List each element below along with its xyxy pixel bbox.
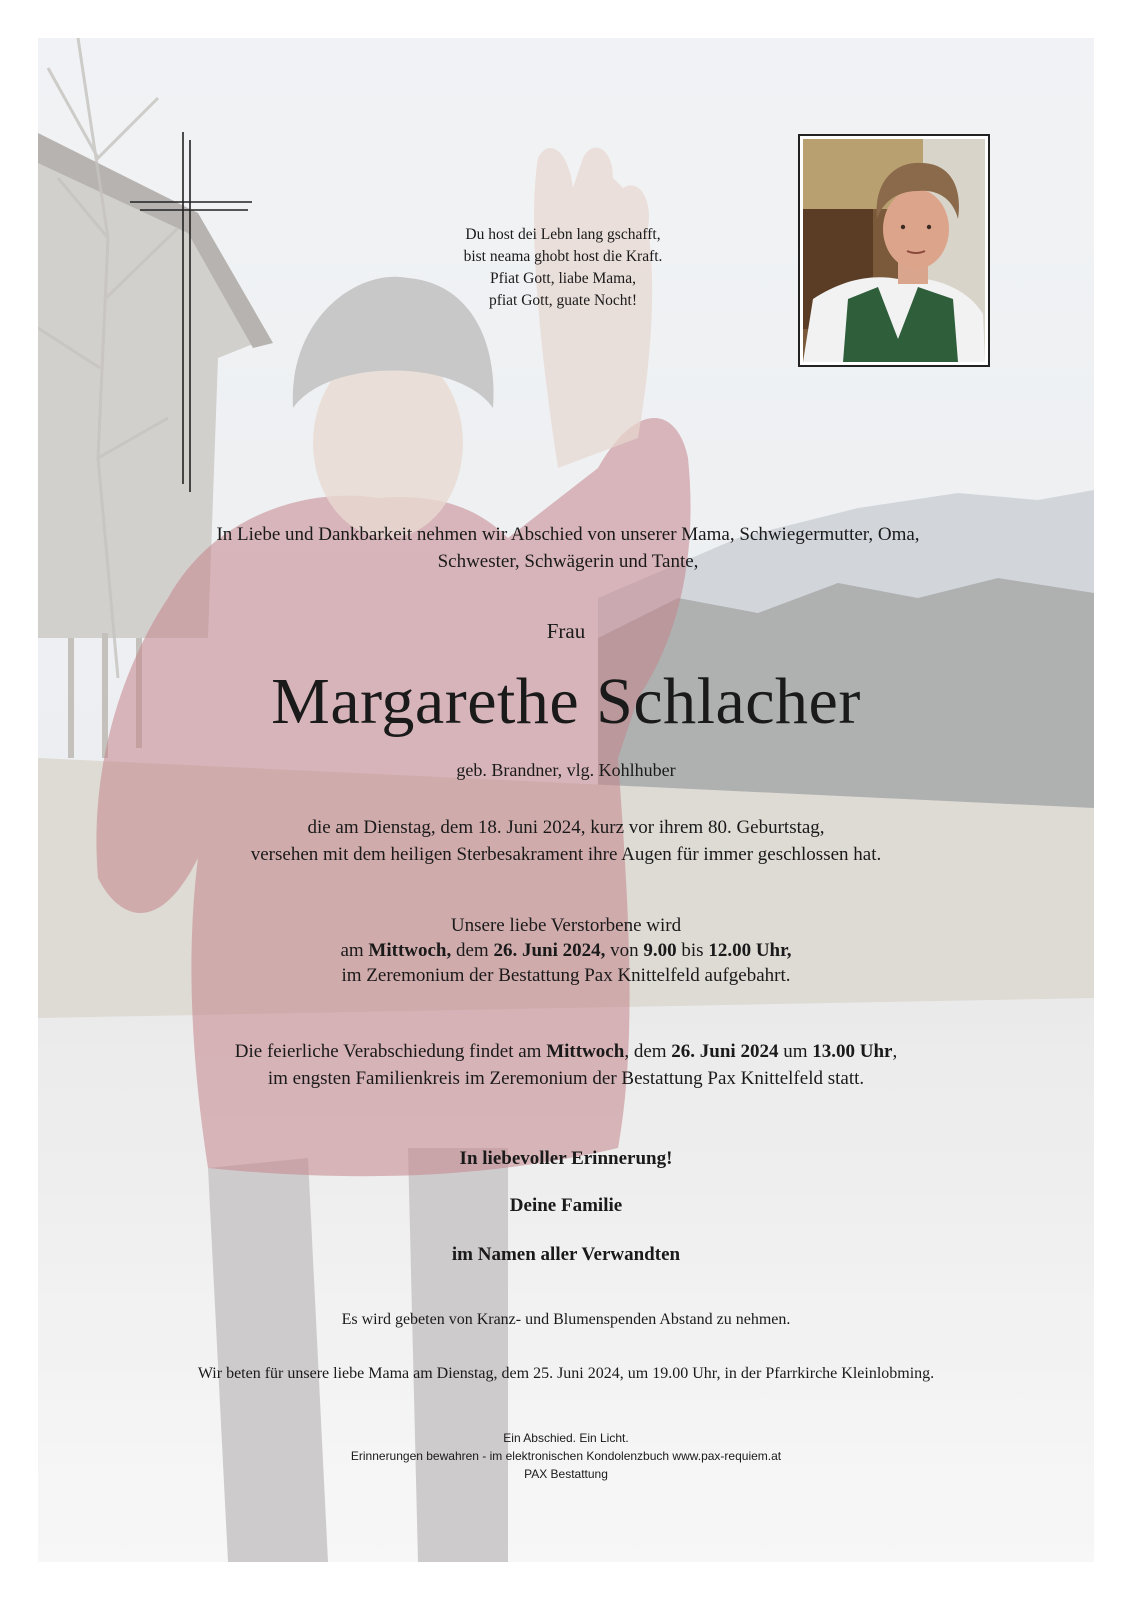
farewell-text: um xyxy=(778,1041,813,1062)
wake-text: am xyxy=(340,940,369,961)
wake-line: Unsere liebe Verstorbene wird xyxy=(450,915,682,936)
cross-icon xyxy=(130,132,254,492)
wake-line xyxy=(38,938,1094,963)
deceased-name: Margarethe Schlacher xyxy=(271,665,861,738)
closing-family: Deine Familie xyxy=(509,1195,623,1216)
farewell-time: 13.00 Uhr xyxy=(812,1041,893,1062)
footer-condolence: Erinnerungen bewahren - im elektronischen Kondolenzbuch www.pax-requiem.at xyxy=(350,1449,782,1463)
intro-text xyxy=(128,521,1008,575)
poem-line: pfiat Gott, guate Nocht! xyxy=(488,292,638,309)
wake-notice xyxy=(38,913,1094,988)
farewell-text: , xyxy=(892,1041,898,1062)
portrait-photo xyxy=(798,134,990,367)
farewell-text: Die feierliche Verabschiedung findet am xyxy=(234,1041,547,1062)
salutation: Frau xyxy=(546,619,586,643)
intro-line: Schwester, Schwägerin und Tante, xyxy=(437,551,699,572)
footer-company: PAX Bestattung xyxy=(524,1467,608,1481)
wake-to: 12.00 Uhr, xyxy=(708,940,792,961)
wake-text: dem xyxy=(451,940,494,961)
flowers-note: Es wird gebeten von Kranz- und Blumenspenden Abstand zu nehmen. xyxy=(341,1311,791,1328)
farewell-line xyxy=(78,1038,1054,1065)
poem-line: bist neama ghobt host die Kraft. xyxy=(463,248,663,265)
wake-from: 9.00 xyxy=(643,940,677,961)
farewell-line: im engsten Familienkreis im Zeremonium der Bestattung Pax Knittelfeld statt. xyxy=(267,1068,865,1089)
death-line: die am Dienstag, dem 18. Juni 2024, kurz vor ihrem 80. Geburtstag, xyxy=(307,817,825,838)
poem-line: Du host dei Lebn lang gschafft, xyxy=(465,226,661,243)
closing-relatives: im Namen aller Verwandten xyxy=(451,1244,681,1265)
death-notice xyxy=(38,814,1094,868)
closing-memory: In liebevoller Erinnerung! xyxy=(459,1148,673,1169)
wake-day: Mittwoch, xyxy=(368,940,452,961)
prayer-note: Wir beten für unsere liebe Mama am Dienstag, dem 25. Juni 2024, um 19.00 Uhr, in der Pfarrkirche Kleinlobming. xyxy=(197,1365,935,1382)
wake-text: von xyxy=(605,940,644,961)
poem-line: Pfiat Gott, liabe Mama, xyxy=(490,270,636,287)
parte-sheet xyxy=(38,38,1094,1562)
intro-line: In Liebe und Dankbarkeit nehmen wir Abschied von unserer Mama, Schwiegermutter, Oma, xyxy=(216,524,920,545)
footer-slogan: Ein Abschied. Ein Licht. xyxy=(503,1431,629,1445)
wake-line: im Zeremonium der Bestattung Pax Knittelfeld aufgebahrt. xyxy=(341,965,791,986)
birth-note: geb. Brandner, vlg. Kohlhuber xyxy=(456,760,676,780)
farewell-text: , dem xyxy=(624,1041,672,1062)
death-line: versehen mit dem heiligen Sterbesakrament ihre Augen für immer geschlossen hat. xyxy=(250,844,882,865)
farewell-day: Mittwoch xyxy=(546,1041,625,1062)
farewell-date: 26. Juni 2024 xyxy=(671,1041,779,1062)
wake-date: 26. Juni 2024, xyxy=(493,940,606,961)
footer xyxy=(38,1429,1094,1483)
wake-text: bis xyxy=(676,940,709,961)
poem xyxy=(368,224,758,312)
farewell-notice xyxy=(78,1038,1054,1092)
